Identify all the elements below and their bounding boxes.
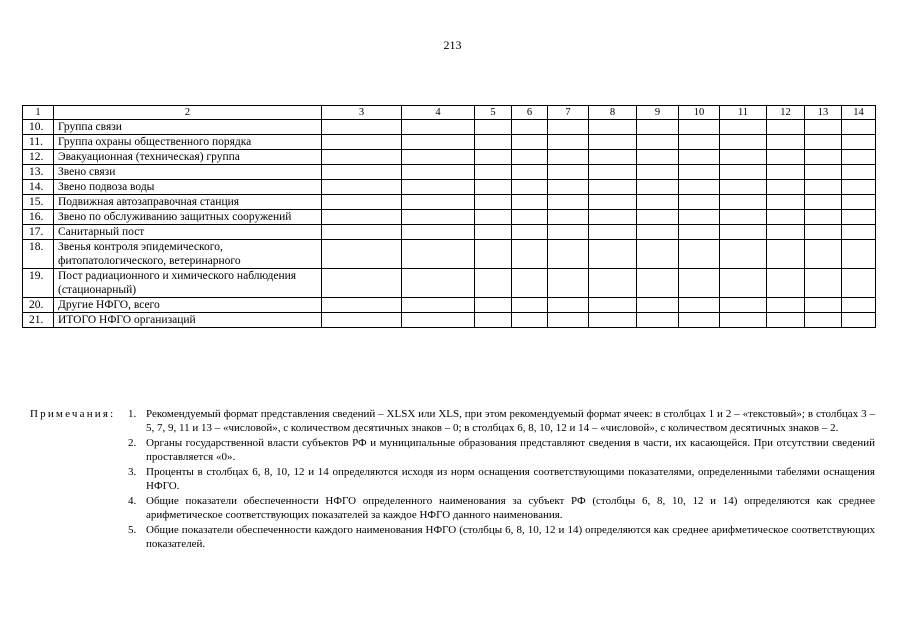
empty-cell xyxy=(512,240,548,269)
empty-cell xyxy=(805,150,842,165)
empty-cell xyxy=(322,150,402,165)
empty-cell xyxy=(720,240,767,269)
empty-cell xyxy=(805,165,842,180)
row-name: Звенья контроля эпидемического, фитопатологического, ветеринарного xyxy=(54,240,322,269)
empty-cell xyxy=(402,120,475,135)
column-header-9: 9 xyxy=(637,106,679,120)
empty-cell xyxy=(589,313,637,328)
row-name: Другие НФГО, всего xyxy=(54,298,322,313)
note-number: 2. xyxy=(128,437,137,449)
empty-cell xyxy=(589,210,637,225)
empty-cell xyxy=(720,195,767,210)
empty-cell xyxy=(842,210,876,225)
empty-cell xyxy=(402,210,475,225)
row-number: 17. xyxy=(23,225,54,240)
row-number: 14. xyxy=(23,180,54,195)
empty-cell xyxy=(842,269,876,298)
row-number: 21. xyxy=(23,313,54,328)
row-name: Группа связи xyxy=(54,120,322,135)
column-header-3: 3 xyxy=(322,106,402,120)
note-number: 5. xyxy=(128,524,137,536)
empty-cell xyxy=(322,269,402,298)
row-name: ИТОГО НФГО организаций xyxy=(54,313,322,328)
empty-cell xyxy=(322,298,402,313)
empty-cell xyxy=(842,150,876,165)
empty-cell xyxy=(842,120,876,135)
empty-cell xyxy=(512,165,548,180)
empty-cell xyxy=(720,165,767,180)
table-header-row xyxy=(23,106,876,120)
data-table xyxy=(22,105,876,328)
empty-cell xyxy=(548,240,589,269)
table-row xyxy=(23,165,876,180)
empty-cell xyxy=(637,240,679,269)
empty-cell xyxy=(548,120,589,135)
empty-cell xyxy=(475,269,512,298)
empty-cell xyxy=(842,180,876,195)
empty-cell xyxy=(720,135,767,150)
empty-cell xyxy=(637,180,679,195)
empty-cell xyxy=(589,240,637,269)
row-name: Группа охраны общественного порядка xyxy=(54,135,322,150)
table-row xyxy=(23,269,876,298)
empty-cell xyxy=(842,165,876,180)
empty-cell xyxy=(679,150,720,165)
empty-cell xyxy=(679,120,720,135)
empty-cell xyxy=(767,135,805,150)
empty-cell xyxy=(402,240,475,269)
empty-cell xyxy=(512,269,548,298)
table-row xyxy=(23,240,876,269)
row-name: Звено связи xyxy=(54,165,322,180)
row-number: 11. xyxy=(23,135,54,150)
empty-cell xyxy=(548,165,589,180)
note-text: Проценты в столбцах 6, 8, 10, 12 и 14 определяются исходя из норм оснащения соответствующими показателями, определенными табелями оснащения НФГО. xyxy=(146,466,875,492)
empty-cell xyxy=(475,225,512,240)
row-name: Звено подвоза воды xyxy=(54,180,322,195)
empty-cell xyxy=(842,240,876,269)
empty-cell xyxy=(475,210,512,225)
note-item xyxy=(128,524,875,551)
row-number: 12. xyxy=(23,150,54,165)
note-item xyxy=(128,408,875,435)
column-header-11: 11 xyxy=(720,106,767,120)
empty-cell xyxy=(842,225,876,240)
empty-cell xyxy=(548,195,589,210)
empty-cell xyxy=(548,150,589,165)
empty-cell xyxy=(842,298,876,313)
note-number: 1. xyxy=(128,408,137,420)
table-row xyxy=(23,225,876,240)
empty-cell xyxy=(512,180,548,195)
empty-cell xyxy=(589,150,637,165)
empty-cell xyxy=(805,120,842,135)
note-number: 4. xyxy=(128,495,137,507)
table-row xyxy=(23,313,876,328)
row-name: Санитарный пост xyxy=(54,225,322,240)
empty-cell xyxy=(512,135,548,150)
empty-cell xyxy=(589,298,637,313)
note-text: Общие показатели обеспеченности каждого наименования НФГО (столбцы 6, 8, 10, 12 и 14) определяются как среднее арифметическое соответствующих показателей. xyxy=(146,524,875,550)
empty-cell xyxy=(402,180,475,195)
note-text: Общие показатели обеспеченности НФГО определенного наименования за субъект РФ (столбцы 6, 8, 10, 12 и 14) определяются как среднее арифметическое соответствующих показателей за каждое НФГО данного наименования. xyxy=(146,495,875,521)
empty-cell xyxy=(475,313,512,328)
empty-cell xyxy=(402,135,475,150)
empty-cell xyxy=(679,135,720,150)
column-header-1: 1 xyxy=(23,106,54,120)
empty-cell xyxy=(475,165,512,180)
row-number: 15. xyxy=(23,195,54,210)
table-row xyxy=(23,120,876,135)
empty-cell xyxy=(637,269,679,298)
empty-cell xyxy=(767,120,805,135)
empty-cell xyxy=(322,240,402,269)
note-item xyxy=(128,495,875,522)
row-number: 19. xyxy=(23,269,54,298)
empty-cell xyxy=(805,269,842,298)
empty-cell xyxy=(805,298,842,313)
empty-cell xyxy=(842,313,876,328)
empty-cell xyxy=(842,195,876,210)
empty-cell xyxy=(402,150,475,165)
empty-cell xyxy=(322,225,402,240)
column-header-4: 4 xyxy=(402,106,475,120)
note-text: Органы государственной власти субъектов РФ и муниципальные образования представляют сведения в части, их касающейся. При отсутствии сведений проставляется «0». xyxy=(146,437,875,463)
column-header-6: 6 xyxy=(512,106,548,120)
empty-cell xyxy=(767,298,805,313)
column-header-14: 14 xyxy=(842,106,876,120)
empty-cell xyxy=(322,195,402,210)
empty-cell xyxy=(637,313,679,328)
empty-cell xyxy=(637,225,679,240)
empty-cell xyxy=(475,298,512,313)
empty-cell xyxy=(679,313,720,328)
column-header-8: 8 xyxy=(589,106,637,120)
empty-cell xyxy=(637,120,679,135)
column-header-5: 5 xyxy=(475,106,512,120)
row-number: 20. xyxy=(23,298,54,313)
table-row xyxy=(23,135,876,150)
empty-cell xyxy=(637,195,679,210)
empty-cell xyxy=(322,165,402,180)
empty-cell xyxy=(805,195,842,210)
empty-cell xyxy=(512,225,548,240)
table-row xyxy=(23,195,876,210)
row-number: 16. xyxy=(23,210,54,225)
column-header-12: 12 xyxy=(767,106,805,120)
empty-cell xyxy=(512,298,548,313)
empty-cell xyxy=(512,150,548,165)
empty-cell xyxy=(720,313,767,328)
empty-cell xyxy=(842,135,876,150)
empty-cell xyxy=(548,298,589,313)
empty-cell xyxy=(805,313,842,328)
empty-cell xyxy=(475,195,512,210)
empty-cell xyxy=(805,180,842,195)
empty-cell xyxy=(720,120,767,135)
notes-list xyxy=(128,408,875,553)
empty-cell xyxy=(322,313,402,328)
column-header-13: 13 xyxy=(805,106,842,120)
empty-cell xyxy=(679,165,720,180)
empty-cell xyxy=(548,225,589,240)
empty-cell xyxy=(322,180,402,195)
empty-cell xyxy=(475,150,512,165)
empty-cell xyxy=(322,210,402,225)
empty-cell xyxy=(767,180,805,195)
empty-cell xyxy=(589,180,637,195)
empty-cell xyxy=(548,313,589,328)
empty-cell xyxy=(589,195,637,210)
empty-cell xyxy=(475,135,512,150)
empty-cell xyxy=(679,240,720,269)
empty-cell xyxy=(322,135,402,150)
empty-cell xyxy=(767,165,805,180)
column-header-2: 2 xyxy=(54,106,322,120)
row-name: Подвижная автозаправочная станция xyxy=(54,195,322,210)
row-number: 10. xyxy=(23,120,54,135)
empty-cell xyxy=(805,135,842,150)
empty-cell xyxy=(322,120,402,135)
row-number: 18. xyxy=(23,240,54,269)
empty-cell xyxy=(475,180,512,195)
row-number: 13. xyxy=(23,165,54,180)
empty-cell xyxy=(805,225,842,240)
empty-cell xyxy=(679,225,720,240)
note-item xyxy=(128,437,875,464)
empty-cell xyxy=(402,269,475,298)
empty-cell xyxy=(637,298,679,313)
empty-cell xyxy=(805,240,842,269)
empty-cell xyxy=(720,298,767,313)
table-body xyxy=(23,106,876,328)
column-header-10: 10 xyxy=(679,106,720,120)
empty-cell xyxy=(679,180,720,195)
empty-cell xyxy=(512,313,548,328)
empty-cell xyxy=(767,225,805,240)
table-row xyxy=(23,210,876,225)
empty-cell xyxy=(402,313,475,328)
empty-cell xyxy=(637,135,679,150)
empty-cell xyxy=(402,165,475,180)
table-row xyxy=(23,180,876,195)
empty-cell xyxy=(637,150,679,165)
empty-cell xyxy=(679,195,720,210)
empty-cell xyxy=(548,135,589,150)
empty-cell xyxy=(720,225,767,240)
empty-cell xyxy=(679,298,720,313)
empty-cell xyxy=(402,225,475,240)
empty-cell xyxy=(679,210,720,225)
empty-cell xyxy=(767,195,805,210)
empty-cell xyxy=(589,165,637,180)
empty-cell xyxy=(512,195,548,210)
table-row xyxy=(23,150,876,165)
empty-cell xyxy=(512,210,548,225)
empty-cell xyxy=(637,165,679,180)
note-item xyxy=(128,466,875,493)
empty-cell xyxy=(767,150,805,165)
empty-cell xyxy=(589,225,637,240)
empty-cell xyxy=(512,120,548,135)
empty-cell xyxy=(589,120,637,135)
empty-cell xyxy=(767,313,805,328)
column-header-7: 7 xyxy=(548,106,589,120)
note-text: Рекомендуемый формат представления сведений – XLSX или XLS, при этом рекомендуемый формат ячеек: в столбцах 1 и 2 – «текстовый»; в столбцах 3 – 5, 7, 9, 11 и 13 – «числовой», с количеством десятичных знаков – 0; в столбцах 6, 8, 10, 12 и 14 – «числовой», с количеством десятичных знаков – 2. xyxy=(146,408,875,434)
empty-cell xyxy=(475,240,512,269)
empty-cell xyxy=(548,269,589,298)
empty-cell xyxy=(637,210,679,225)
note-number: 3. xyxy=(128,466,137,478)
row-name: Пост радиационного и химического наблюдения (стационарный) xyxy=(54,269,322,298)
empty-cell xyxy=(679,269,720,298)
row-name: Эвакуационная (техническая) группа xyxy=(54,150,322,165)
empty-cell xyxy=(475,120,512,135)
empty-cell xyxy=(720,269,767,298)
empty-cell xyxy=(548,210,589,225)
empty-cell xyxy=(589,135,637,150)
empty-cell xyxy=(402,298,475,313)
empty-cell xyxy=(767,269,805,298)
empty-cell xyxy=(720,210,767,225)
empty-cell xyxy=(589,269,637,298)
empty-cell xyxy=(402,195,475,210)
empty-cell xyxy=(548,180,589,195)
empty-cell xyxy=(767,240,805,269)
empty-cell xyxy=(767,210,805,225)
empty-cell xyxy=(720,180,767,195)
empty-cell xyxy=(720,150,767,165)
row-name: Звено по обслуживанию защитных сооружений xyxy=(54,210,322,225)
empty-cell xyxy=(805,210,842,225)
page-number: 213 xyxy=(443,38,462,52)
notes-label: Примечания: xyxy=(30,408,116,420)
table-row xyxy=(23,298,876,313)
